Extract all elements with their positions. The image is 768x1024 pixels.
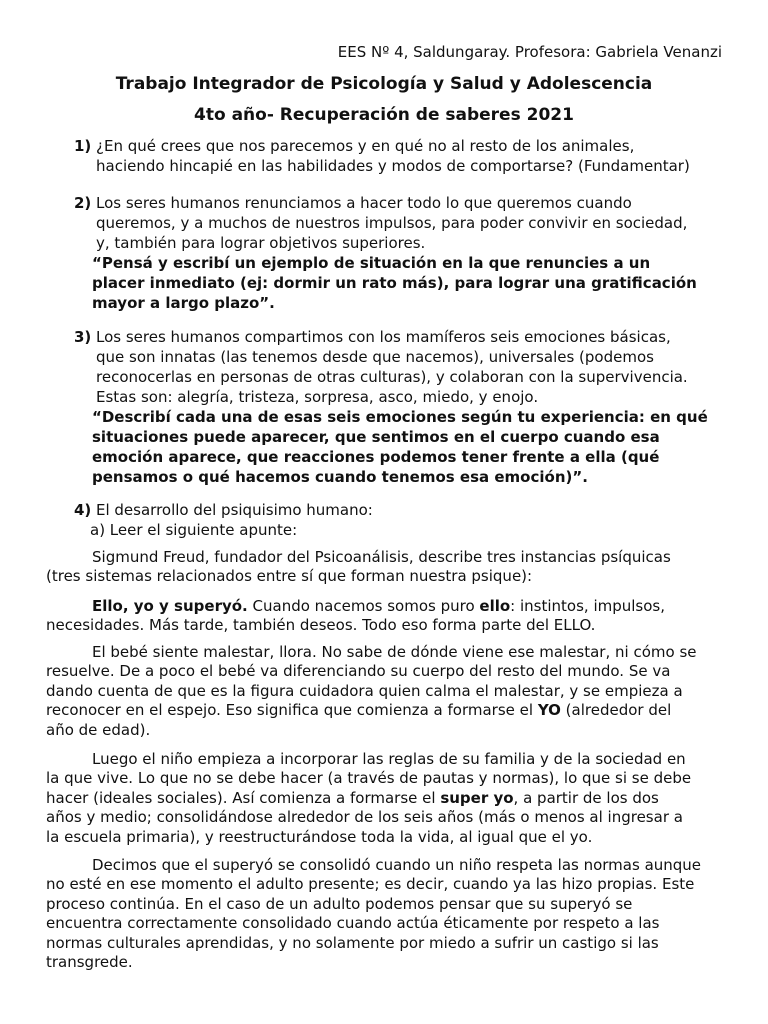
paragraph-line: la escuela primaria), y reestructurándose toda la vida, al igual que el yo. — [46, 827, 593, 846]
bold-term: super yo — [440, 788, 514, 807]
paragraph-line: Luego el niño empieza a incorporar las reglas de su familia y de la sociedad en — [92, 750, 686, 768]
question-text-line: reconocerlas en personas de otras culturas), y colaboran con la supervivencia. — [96, 368, 688, 386]
reading-paragraph-5 — [46, 856, 726, 972]
question-1 — [74, 136, 734, 176]
question-number: 3) — [74, 328, 92, 346]
question-number: 1) — [74, 137, 92, 155]
paragraph-line: Ello, yo y superyó. Cuando nacemos somos puro ello: instintos, impulsos, — [92, 597, 665, 615]
document-subtitle: 4to año- Recuperación de saberes 2021 — [194, 105, 574, 125]
question-number: 2) — [74, 194, 92, 212]
question-prompt-line: placer inmediato (ej: dormir un rato más), para lograr una gratificación — [92, 274, 697, 292]
question-subitem-a: a) Leer el siguiente apunte: — [90, 521, 298, 539]
question-3 — [74, 327, 734, 487]
question-4 — [74, 500, 734, 540]
reading-paragraph-3 — [46, 643, 726, 740]
paragraph-line: normas culturales aprendidas, y no solamente por miedo a sufrir un castigo si las — [46, 933, 659, 952]
question-prompt-line: situaciones puede aparecer, que sentimos en el cuerpo cuando esa — [92, 428, 660, 446]
paragraph-line: (tres sistemas relacionados entre sí que forman nuestra psique): — [46, 567, 533, 586]
bold-term: ello — [479, 597, 511, 615]
paragraph-line: años y medio; consolidándose alrededor de los seis años (más o menos al ingresar a — [46, 808, 683, 827]
paragraph-line: no esté en ese momento el adulto presente; es decir, cuando ya las hizo propias. Este — [46, 875, 695, 894]
paragraph-line: El bebé siente malestar, llora. No sabe de dónde viene ese malestar, ni cómo se — [92, 643, 697, 661]
question-prompt-line: “Describí cada una de esas seis emociones según tu experiencia: en qué — [92, 408, 708, 426]
question-2 — [74, 193, 734, 313]
bold-term: YO — [537, 701, 561, 720]
question-prompt-line: emoción aparece, que reacciones podemos tener frente a ella (qué — [92, 448, 660, 466]
question-prompt-line: pensamos o qué hacemos cuando tenemos esa emoción)”. — [92, 468, 588, 486]
question-text-line: El desarrollo del psiquisimo humano: — [96, 501, 373, 519]
document-title: Trabajo Integrador de Psicología y Salud y Adolescencia — [115, 74, 653, 94]
paragraph-line: dando cuenta de que es la figura cuidadora quien calma el malestar, y se empieza a — [46, 681, 683, 700]
paragraph-line: reconocer en el espejo. Eso significa que comienza a formarse el YO (alrededor del — [46, 701, 672, 720]
question-text-line: y, también para lograr objetivos superiores. — [96, 234, 426, 252]
question-prompt-line: mayor a largo plazo”. — [92, 294, 275, 312]
question-text-line: ¿En qué crees que nos parecemos y en qué no al resto de los animales, — [96, 137, 635, 155]
reading-paragraph-1 — [46, 548, 726, 587]
paragraph-line: Decimos que el superyó se consolidó cuando un niño respeta las normas aunque — [92, 856, 702, 874]
paragraph-line: Sigmund Freud, fundador del Psicoanálisis, describe tres instancias psíquicas — [92, 548, 671, 566]
question-text-line: haciendo hincapié en las habilidades y modos de comportarse? (Fundamentar) — [96, 157, 690, 175]
paragraph-line: año de edad). — [46, 720, 151, 739]
paragraph-line: encuentra correctamente consolidado cuando actúa éticamente por respeto a las — [46, 914, 660, 933]
question-text-line: Los seres humanos compartimos con los mamíferos seis emociones básicas, — [96, 328, 671, 346]
question-text-line: que son innatas (las tenemos desde que nacemos), universales (podemos — [96, 348, 654, 366]
reading-paragraph-2 — [46, 597, 726, 636]
question-prompt-line: “Pensá y escribí un ejemplo de situación en la que renuncies a un — [92, 254, 651, 272]
paragraph-line: necesidades. Más tarde, también deseos. Todo eso forma parte del ELLO. — [46, 616, 596, 635]
header-school-teacher: EES Nº 4, Saldungaray. Profesora: Gabriela Venanzi — [337, 43, 722, 61]
question-text-line: Los seres humanos renunciamos a hacer todo lo que queremos cuando — [96, 194, 632, 212]
question-text-line: Estas son: alegría, tristeza, sorpresa, asco, miedo, y enojo. — [96, 388, 539, 406]
reading-paragraph-4 — [46, 750, 726, 847]
question-number: 4) — [74, 501, 92, 519]
paragraph-line: transgrede. — [46, 953, 133, 972]
paragraph-line: la que vive. Lo que no se debe hacer (a través de pautas y normas), lo que si se debe — [46, 769, 692, 788]
question-text-line: queremos, y a muchos de nuestros impulsos, para poder convivir en sociedad, — [96, 214, 688, 232]
bold-term: Ello, yo y superyó. — [92, 597, 248, 615]
paragraph-line: hacer (ideales sociales). Así comienza a formarse el super yo, a partir de los dos — [46, 788, 659, 807]
paragraph-line: resuelve. De a poco el bebé va diferenciando su cuerpo del resto del mundo. Se va — [46, 662, 671, 681]
paragraph-line: proceso continúa. En el caso de un adulto podemos pensar que su superyó se — [46, 894, 633, 913]
